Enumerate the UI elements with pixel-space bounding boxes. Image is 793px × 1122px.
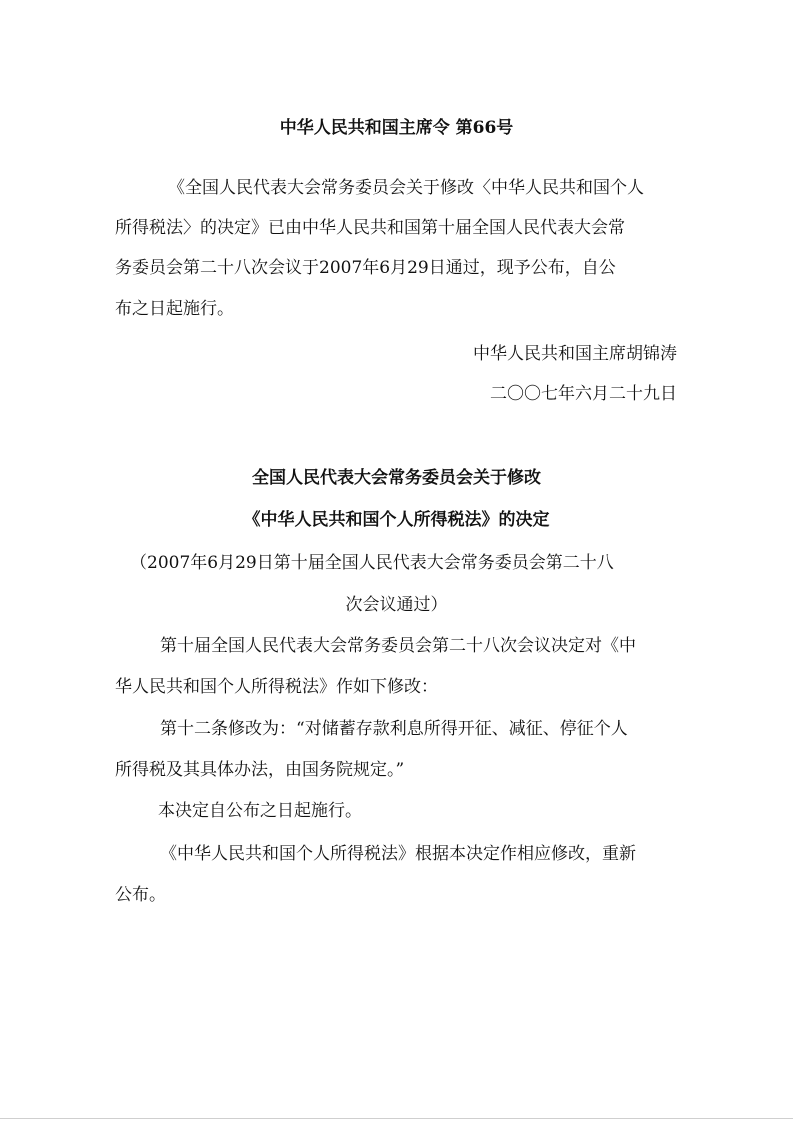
order-paragraph-line-1: 《全国人民代表大会常务委员会关于修改〈中华人民共和国个人 bbox=[168, 178, 644, 198]
order-paragraph-line-2: 所得税法〉的决定》已由中华人民共和国第十届全国人民代表大会常 bbox=[115, 218, 625, 238]
decision-p4-line-2: 公布。 bbox=[115, 885, 166, 905]
decision-p1-line-2: 华人民共和国个人所得税法》作如下修改： bbox=[115, 677, 438, 697]
order-paragraph-line-4: 布之日起施行。 bbox=[115, 299, 234, 319]
decision-p1-line-1: 第十届全国人民代表大会常务委员会第二十八次会议决定对《中 bbox=[160, 636, 636, 656]
decision-p2-line-1: 第十二条修改为：“对储蓄存款利息所得开征、减征、停征个人 bbox=[160, 719, 628, 739]
order-signatory: 中华人民共和国主席胡锦涛 bbox=[473, 344, 677, 364]
order-date: 二〇〇七年六月二十九日 bbox=[490, 384, 677, 404]
decision-p2-line-2: 所得税及其具体办法，由国务院规定。” bbox=[115, 760, 405, 780]
decision-title-line-1: 全国人民代表大会常务委员会关于修改 bbox=[252, 468, 541, 488]
decision-p4-line-1: 《中华人民共和国个人所得税法》根据本决定作相应修改，重新 bbox=[160, 844, 636, 864]
adoption-note-line-1: （2007年6月29日第十届全国人民代表大会常务委员会第二十八 bbox=[130, 553, 614, 573]
decision-title-line-2: 《中华人民共和国个人所得税法》的决定 bbox=[243, 510, 550, 530]
order-paragraph-line-3: 务委员会第二十八次会议于2007年6月29日通过，现予公布，自公 bbox=[115, 258, 616, 278]
page-bottom-rule bbox=[0, 1118, 793, 1119]
adoption-note-line-2: 次会议通过） bbox=[345, 595, 448, 615]
decision-p3: 本决定自公布之日起施行。 bbox=[158, 801, 362, 821]
order-title: 中华人民共和国主席令 第66号 bbox=[279, 118, 514, 138]
